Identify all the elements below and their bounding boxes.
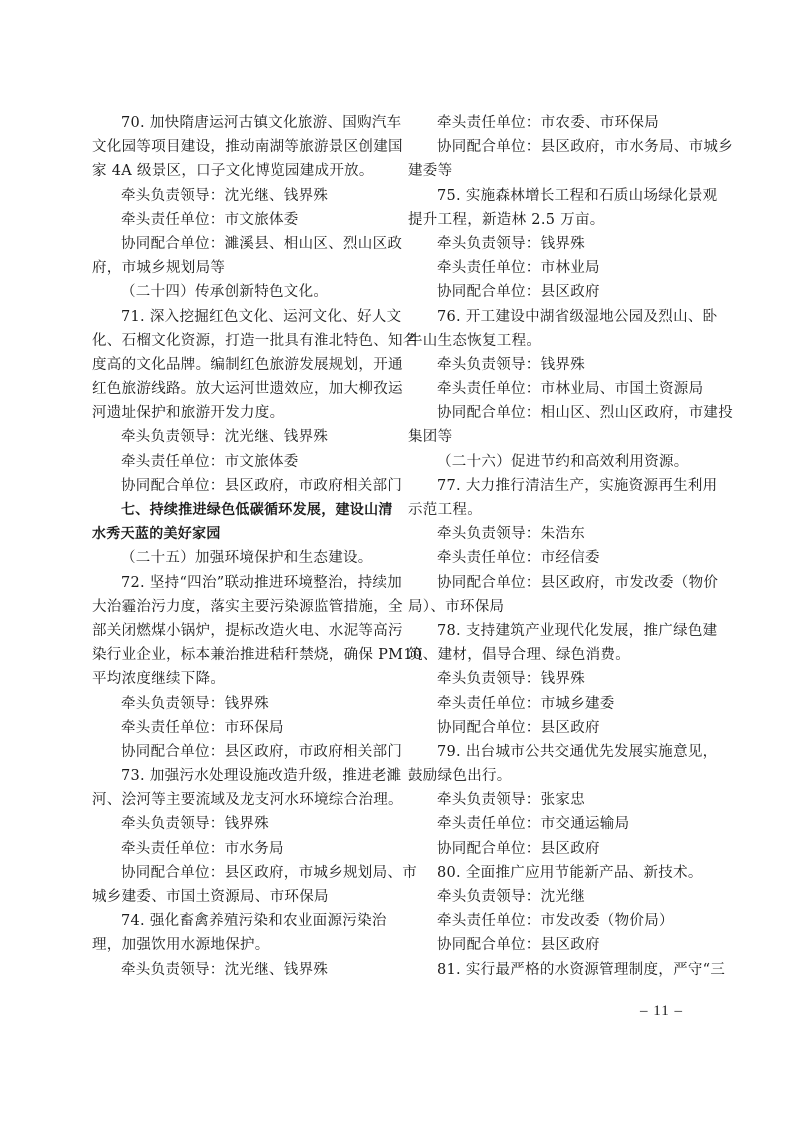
text-line: 局）、市环保局	[408, 598, 505, 615]
text-line: 牵头责任单位：市环保局	[121, 719, 284, 736]
text-line: 牵头负责领导：沈光继	[437, 889, 585, 905]
text-line: 78. 支持建筑产业现代化发展，推广绿色建	[437, 622, 718, 639]
text-line: 72. 坚持“四治”联动推进环境整治，持续加	[121, 574, 403, 591]
text-line: （二十六）促进节约和高效利用资源。	[437, 453, 689, 470]
text-line: 牛山生态恢复工程。	[408, 332, 542, 349]
text-line: 协同配合单位：县区政府，市发改委（物价	[437, 574, 719, 591]
text-line: 协同配合单位：县区政府	[437, 719, 600, 736]
section-heading-line: 水秀天蓝的美好家园	[92, 526, 221, 543]
text-line: 75. 实施森林增长工程和石质山场绿化景观	[437, 187, 718, 204]
text-line: 河遗址保护和旅游开发力度。	[92, 405, 285, 422]
text-line: 牵头责任单位：市文旅体委	[121, 211, 299, 228]
text-line: 牵头责任单位：市林业局、市国土资源局	[437, 381, 704, 398]
text-line: 协同配合单位：县区政府	[437, 937, 600, 954]
text-line: 79. 出台城市公共交通优先发展实施意见，	[437, 743, 718, 760]
text-line: 府，市城乡规划局等	[92, 260, 226, 277]
text-line: 牵头负责领导：钱界殊	[437, 356, 585, 373]
right-column	[408, 111, 733, 982]
text-line: 80. 全面推广应用节能新产品、新技术。	[437, 864, 703, 881]
text-line: 牵头责任单位：市文旅体委	[121, 453, 299, 470]
text-line: 牵头责任单位：市发改委（物价局）	[437, 913, 674, 930]
text-line: 红色旅游线路。放大运河世遗效应，加大柳孜运	[92, 381, 403, 398]
text-line: 协同配合单位：濉溪县、相山区、烈山区政	[121, 235, 403, 252]
text-line: 牵头责任单位：市林业局	[437, 260, 600, 277]
text-line: 牵头负责领导：张家忠	[437, 792, 585, 809]
text-line: 平均浓度继续下降。	[92, 671, 226, 688]
text-line: 牵头负责领导：钱界殊	[437, 235, 585, 252]
text-line: 协同配合单位：县区政府	[437, 284, 600, 301]
text-line: 牵头责任单位：市城乡建委	[437, 695, 615, 712]
text-line: 81. 实行最严格的水资源管理制度，严守“三	[437, 961, 726, 978]
text-line: 牵头责任单位：市经信委	[437, 550, 600, 567]
text-line: 提升工程，新造林 2.5 万亩。	[408, 211, 605, 228]
text-line: 70. 加快隋唐运河古镇文化旅游、国购汽车	[121, 115, 402, 131]
text-line: 协同配合单位：县区政府，市城乡规划局、市	[121, 864, 417, 881]
text-line: 76. 开工建设中湖省级湿地公园及烈山、卧	[437, 308, 718, 325]
text-line: 协同配合单位：相山区、烈山区政府，市建投	[437, 405, 733, 422]
text-line: 牵头负责领导：沈光继、钱界殊	[121, 429, 329, 446]
text-line: 牵头责任单位：市农委、市环保局	[437, 115, 659, 131]
text-line: 文化园等项目建设，推动南湖等旅游景区创建国	[92, 139, 403, 156]
text-line: 理，加强饮用水源地保护。	[92, 937, 270, 954]
text-line: 河、浍河等主要流域及龙支河水环境综合治理。	[92, 792, 403, 809]
section-heading-line: 七、持续推进绿色低碳循环发展，建设山清	[121, 502, 393, 518]
text-line: 建委等	[408, 163, 453, 180]
text-line: 集团等	[408, 429, 453, 446]
page-number: – 11 –	[640, 1003, 683, 1019]
text-line: 鼓励绿色出行。	[408, 768, 512, 785]
text-line: 大治霾治污力度，落实主要污染源监管措施，全	[92, 598, 403, 615]
text-line: 71. 深入挖掘红色文化、运河文化、好人文	[121, 308, 402, 325]
text-line: 73. 加强污水处理设施改造升级，推进老濉	[121, 768, 402, 785]
text-line: 协同配合单位：县区政府，市政府相关部门	[121, 743, 403, 760]
text-line: 牵头负责领导：沈光继、钱界殊	[121, 187, 329, 204]
text-line: 牵头负责领导：钱界殊	[437, 671, 585, 688]
text-line: 牵头责任单位：市水务局	[121, 840, 284, 857]
text-line: 家 4A 级景区，口子文化博览园建成开放。	[92, 163, 374, 180]
text-line: 74. 强化畜禽养殖污染和农业面源污染治	[121, 913, 387, 930]
text-line: 化、石榴文化资源，打造一批具有淮北特色、知名	[92, 332, 418, 349]
text-line: 部关闭燃煤小锅炉，提标改造火电、水泥等高污	[92, 622, 403, 639]
text-line: 牵头负责领导：钱界殊	[121, 695, 269, 712]
text-line: 示范工程。	[408, 502, 482, 518]
text-line: （二十五）加强环境保护和生态建设。	[121, 550, 373, 567]
text-line: 染行业企业，标本兼治推进秸秆禁烧，确保 PM10	[92, 647, 423, 664]
text-line: 牵头负责领导：沈光继、钱界殊	[121, 961, 329, 978]
left-column	[92, 111, 423, 982]
text-line: 77. 大力推行清洁生产，实施资源再生利用	[437, 477, 718, 494]
text-line: 协同配合单位：县区政府	[437, 840, 600, 857]
text-line: （二十四）传承创新特色文化。	[121, 284, 329, 301]
text-line: 度高的文化品牌。编制红色旅游发展规划，开通	[92, 356, 403, 373]
text-line: 牵头负责领导：朱浩东	[437, 526, 585, 543]
text-line: 协同配合单位：县区政府，市水务局、市城乡	[437, 139, 733, 156]
text-line: 牵头责任单位：市交通运输局	[437, 816, 630, 833]
text-line: 协同配合单位：县区政府，市政府相关部门	[121, 477, 403, 494]
text-line: 筑、建材，倡导合理、绿色消费。	[408, 647, 630, 664]
text-line: 城乡建委、市国土资源局、市环保局	[92, 889, 329, 905]
text-line: 牵头负责领导：钱界殊	[121, 816, 269, 833]
